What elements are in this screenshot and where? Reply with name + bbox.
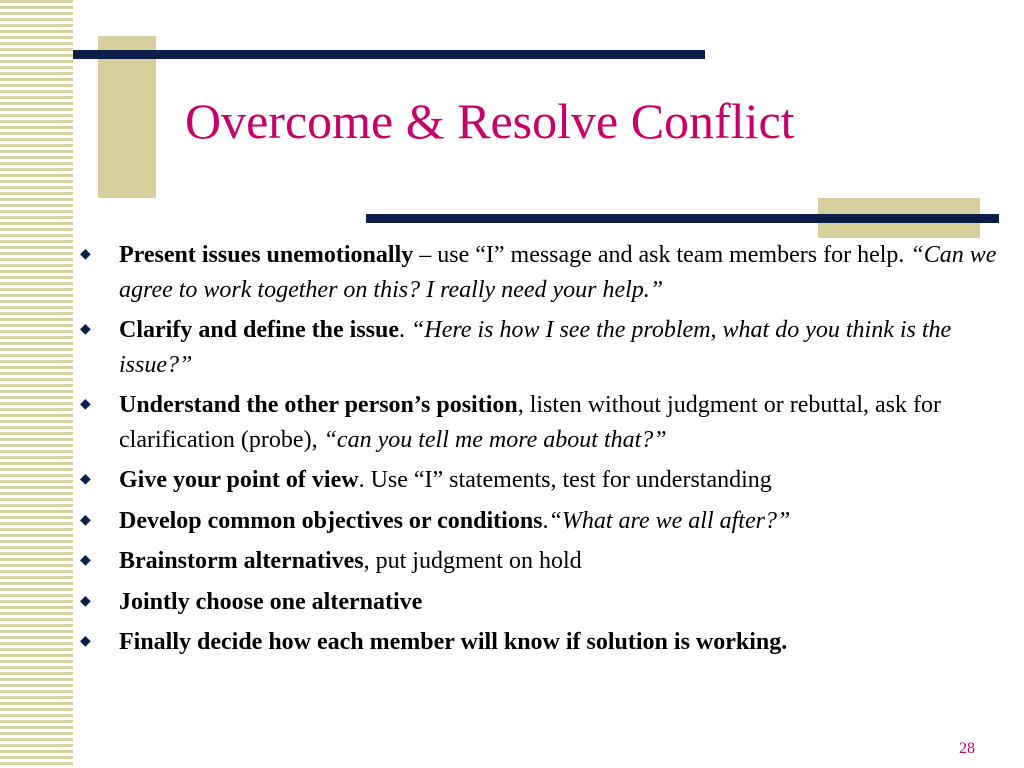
- bullet-bold-text: Finally decide how each member will know if solution is working.: [119, 629, 788, 655]
- bullet-italic-text: “Here is how I see the problem, what do you think is the issue?”: [119, 317, 952, 378]
- diamond-bullet-icon: ◆: [80, 322, 91, 337]
- bullet-list: [80, 238, 1000, 666]
- bullet-plain-text: , put judgment on hold: [363, 548, 582, 574]
- bullet-bold-text: Present issues unemotionally: [119, 242, 414, 268]
- bullet-item: [80, 504, 1000, 539]
- bullet-plain-text: .: [542, 507, 549, 534]
- bullet-bold-text: Brainstorm alternatives: [119, 548, 364, 574]
- bullet-italic-text: “What are we all after?”: [548, 507, 791, 534]
- page-number: 28: [959, 740, 975, 757]
- bullet-item: [80, 313, 1000, 382]
- bullet-item: [80, 544, 1000, 579]
- slide-title: Overcome & Resolve Conflict: [185, 93, 795, 149]
- bullet-bold-text: Develop common objectives or conditions: [119, 507, 543, 534]
- decorative-block-top: [98, 36, 156, 198]
- bullet-plain-text: .: [399, 317, 412, 343]
- bullet-plain-text: . Use “I” statements, test for understanding: [358, 467, 772, 493]
- bullet-item: [80, 463, 1000, 498]
- decorative-line-top: [73, 50, 705, 59]
- diamond-bullet-icon: ◆: [80, 634, 91, 649]
- diamond-bullet-icon: ◆: [80, 472, 91, 487]
- bullet-item: [80, 388, 1000, 457]
- bullet-bold-text: Give your point of view: [119, 467, 359, 493]
- bullet-plain-text: , listen without judgment or rebuttal, ask for clarification (probe),: [119, 392, 941, 453]
- diamond-bullet-icon: ◆: [80, 247, 91, 262]
- diamond-bullet-icon: ◆: [80, 397, 91, 412]
- bullet-italic-text: “Can we agree to work together on this? I really need your help.”: [119, 242, 997, 303]
- bullet-item: [80, 625, 1000, 660]
- bullet-bold-text: Clarify and define the issue: [119, 317, 400, 343]
- bullet-plain-text: – use “I” message and ask team members for help.: [413, 242, 911, 268]
- striped-side-band: [0, 0, 73, 768]
- decorative-line-under-title: [366, 214, 999, 223]
- bullet-item: [80, 238, 1000, 307]
- bullet-bold-text: Jointly choose one alternative: [119, 588, 423, 615]
- bullet-item: [80, 585, 1000, 620]
- bullet-italic-text: “can you tell me more about that?”: [323, 426, 667, 453]
- diamond-bullet-icon: ◆: [80, 553, 91, 568]
- bullet-bold-text: Understand the other person’s position: [119, 392, 518, 418]
- diamond-bullet-icon: ◆: [80, 512, 91, 528]
- diamond-bullet-icon: ◆: [80, 593, 91, 609]
